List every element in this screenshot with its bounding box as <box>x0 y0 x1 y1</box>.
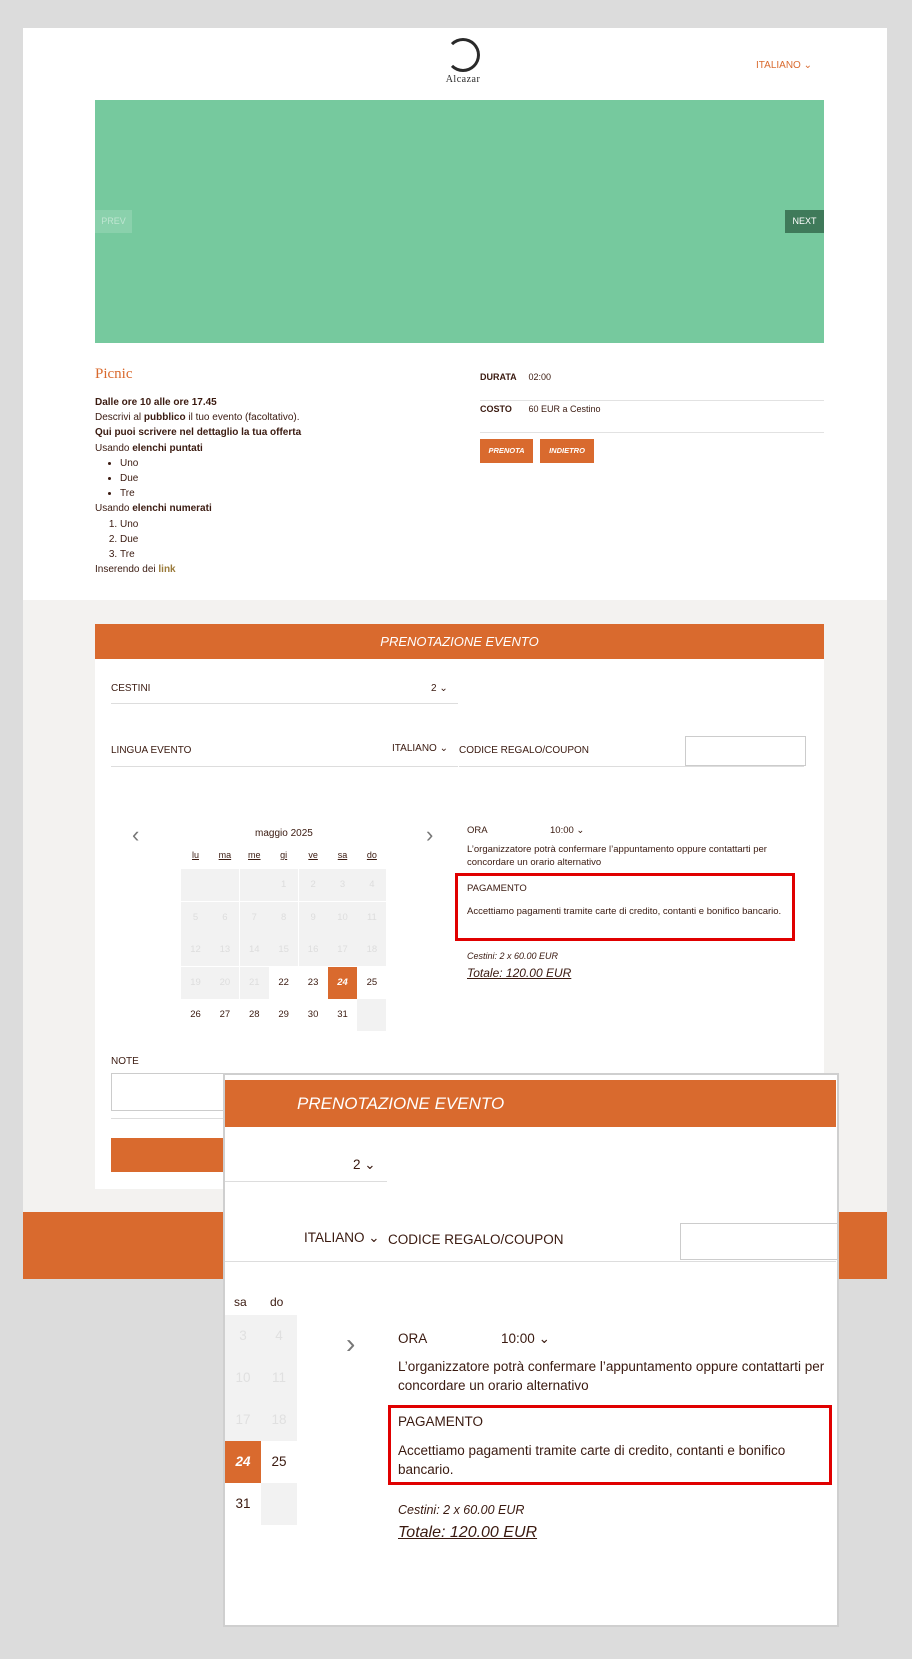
weekday-label: me <box>248 850 261 860</box>
list-item: • Due <box>120 471 301 486</box>
note-label: NOTE <box>111 1056 139 1067</box>
calendar-day[interactable]: 31 <box>337 1009 348 1021</box>
divider <box>111 703 458 704</box>
image-slider <box>95 100 824 343</box>
bullets-intro: Usando <box>95 442 133 454</box>
desc-bold: pubblico <box>143 412 186 424</box>
time-value: 10:00 <box>550 825 574 836</box>
calendar-day-disabled: 18 <box>357 934 386 966</box>
brand-logo[interactable] <box>438 38 488 85</box>
calendar-day-disabled: 2 <box>299 869 328 901</box>
calendar-day[interactable]: 29 <box>278 1009 289 1021</box>
divider <box>111 766 458 767</box>
calendar-day-disabled: 4 <box>357 869 386 901</box>
chevron-down-icon: ⌄ <box>439 743 448 754</box>
coupon-label: CODICE REGALO/COUPON <box>459 745 590 756</box>
zoom-calendar-day-disabled: 11 <box>261 1357 297 1399</box>
divider <box>111 1118 231 1119</box>
zoom-payment-label: PAGAMENTO <box>398 1414 484 1429</box>
zoom-total-amount: Totale: 120.00 EUR <box>398 1524 538 1541</box>
duration-row <box>480 370 824 401</box>
weekday-label: gi <box>280 850 288 860</box>
event-language-label: LINGUA EVENTO <box>111 745 192 756</box>
zoom-calendar-day[interactable]: 25 <box>271 1454 287 1469</box>
logo-ring-icon <box>446 38 480 72</box>
calendar-empty-cell <box>210 869 239 901</box>
zoom-time-value: 10:00 <box>501 1331 535 1346</box>
offer-line: Qui puoi scrivere nel dettaglio la tua offerta <box>95 427 302 439</box>
zoom-booking-title: PRENOTAZIONE EVENTO <box>225 1080 836 1127</box>
zoom-payment-text: Accettiamo pagamenti tramite carte di credito, contanti e bonifico bancario. <box>398 1443 786 1477</box>
duration-value: 02:00 <box>528 372 552 382</box>
calendar-day-disabled: 20 <box>210 967 239 999</box>
calendar-day[interactable]: 22 <box>278 976 289 988</box>
zoom-calendar-day-disabled: 18 <box>261 1399 297 1441</box>
zoom-baskets-value: 2 <box>353 1157 361 1172</box>
calendar-day-disabled: 5 <box>181 902 210 934</box>
weekday-label: lu <box>191 850 199 860</box>
cost-label: COSTO <box>480 404 512 414</box>
calendar-day-disabled: 1 <box>269 869 298 901</box>
chevron-down-icon: ⌄ <box>364 1157 376 1172</box>
calendar-empty-cell <box>357 999 386 1031</box>
description-link[interactable]: link <box>158 564 176 576</box>
calendar-day[interactable]: 28 <box>249 1009 260 1021</box>
calendar-empty-cell <box>181 869 210 901</box>
zoom-calendar-day-disabled: 17 <box>225 1399 261 1441</box>
duration-label: DURATA <box>480 372 517 382</box>
chevron-down-icon: ⌄ <box>538 1331 550 1346</box>
divider <box>459 766 804 767</box>
calendar-day-disabled: 3 <box>328 869 357 901</box>
cost-value: 60 EUR a Cestino <box>528 404 601 414</box>
calendar-day[interactable]: 25 <box>366 976 378 988</box>
numbered-list <box>95 517 301 563</box>
calendar-day-disabled: 10 <box>328 902 357 934</box>
zoom-calendar-day-disabled: 10 <box>225 1357 261 1399</box>
calendar-day-disabled: 7 <box>240 902 269 934</box>
time-label: ORA <box>467 825 488 836</box>
calendar-day-disabled: 19 <box>181 967 210 999</box>
weekday-label: do <box>366 850 377 860</box>
zoom-calendar-day-disabled: 3 <box>225 1315 261 1357</box>
event-language-select[interactable] <box>392 743 448 754</box>
zoom-time-label: ORA <box>398 1331 428 1346</box>
calendar-day-disabled: 14 <box>240 934 269 966</box>
calendar-day-disabled: 15 <box>269 934 298 966</box>
back-button[interactable]: INDIETRO <box>540 439 594 463</box>
link-intro: Inserendo dei <box>95 564 159 576</box>
calendar-day-selected[interactable]: 24 <box>328 967 357 999</box>
note-input[interactable] <box>111 1073 231 1111</box>
numbers-bold: elenchi numerati <box>132 503 212 515</box>
zoom-next-month-icon[interactable]: › <box>346 1328 356 1359</box>
time-note: L’organizzatore potrà confermare l’appuntamento oppure contattarti per concordare un orario alternativo <box>467 844 767 868</box>
chevron-down-icon: ⌄ <box>439 683 448 694</box>
chevron-down-icon: ⌄ <box>576 825 585 836</box>
prev-button[interactable]: PREV <box>95 210 132 233</box>
list-item: 1. Uno <box>120 517 301 532</box>
desc-text: Descrivi al <box>95 412 144 424</box>
baskets-value: 2 <box>431 683 437 694</box>
cost-row <box>480 402 824 433</box>
calendar-day[interactable]: 27 <box>219 1009 231 1021</box>
divider <box>225 1261 836 1262</box>
language-selector[interactable] <box>756 60 812 71</box>
calendar-day-disabled: 16 <box>299 934 328 966</box>
list-item: 3. Tre <box>120 547 301 562</box>
zoom-panel <box>223 1073 839 1627</box>
calendar-day[interactable]: 23 <box>307 976 319 988</box>
zoom-baskets-select[interactable] <box>353 1157 376 1173</box>
prev-month-icon[interactable]: ‹ <box>132 822 140 847</box>
bullet-list <box>95 456 301 502</box>
submit-button[interactable] <box>111 1138 231 1172</box>
zoom-time-note: L’organizzatore potrà confermare l’appuntamento oppure contattarti per concordare un orario alternativo <box>398 1359 825 1393</box>
baskets-select[interactable] <box>431 683 448 694</box>
zoom-language-value: ITALIANO <box>304 1230 365 1245</box>
zoom-weekday-label: sa <box>234 1295 247 1309</box>
zoom-coupon-label: CODICE REGALO/COUPON <box>388 1232 564 1247</box>
zoom-language-select[interactable] <box>304 1230 380 1246</box>
zoom-calendar-day[interactable]: 31 <box>235 1496 251 1511</box>
numbers-intro: Usando <box>95 503 133 515</box>
coupon-input[interactable] <box>685 736 806 766</box>
next-button[interactable]: NEXT <box>785 210 824 233</box>
list-item: 2. Due <box>120 532 301 547</box>
calendar-month: maggio 2025 <box>255 828 313 839</box>
calendar-day-disabled: 13 <box>210 934 239 966</box>
calendar-day[interactable]: 26 <box>190 1009 201 1021</box>
payment-label: PAGAMENTO <box>467 883 527 894</box>
list-item: • Tre <box>120 486 301 501</box>
calendar-day-disabled: 21 <box>240 967 269 999</box>
calendar-day-disabled: 8 <box>269 902 298 934</box>
calendar-day-disabled: 17 <box>328 934 357 966</box>
weekday-label: ve <box>308 850 318 860</box>
total-amount: Totale: 120.00 EUR <box>467 966 572 980</box>
calendar-empty-cell <box>240 869 269 901</box>
calendar-day-disabled: 12 <box>181 934 210 966</box>
chevron-down-icon: ⌄ <box>368 1230 380 1245</box>
zoom-time-select[interactable] <box>501 1331 550 1347</box>
calendar-day-disabled: 6 <box>210 902 239 934</box>
list-item: • Uno <box>120 456 301 471</box>
calendar-day-disabled: 11 <box>357 902 386 934</box>
book-button[interactable]: PRENOTA <box>480 439 533 463</box>
booking-title: PRENOTAZIONE EVENTO <box>95 624 824 659</box>
logo-text: Alcazar <box>445 74 481 85</box>
next-month-icon[interactable]: › <box>426 822 434 847</box>
zoom-calendar-day-selected[interactable]: 24 <box>225 1441 261 1483</box>
divider <box>225 1181 387 1182</box>
event-language-value: ITALIANO <box>392 743 437 754</box>
weekday-label: ma <box>218 850 232 860</box>
zoom-calendar-empty-cell <box>261 1483 297 1525</box>
line-item: Cestini: 2 x 60.00 EUR <box>467 951 559 961</box>
time-line: Dalle ore 10 alle ore 17.45 <box>95 397 217 408</box>
time-select[interactable] <box>550 824 584 837</box>
zoom-calendar-day-disabled: 4 <box>261 1315 297 1357</box>
bullets-bold: elenchi puntati <box>132 442 203 454</box>
calendar-day[interactable]: 30 <box>307 1009 319 1021</box>
calendar-day-disabled: 9 <box>299 902 328 934</box>
payment-text: Accettiamo pagamenti tramite carte di credito, contanti e bonifico bancario. <box>467 906 782 917</box>
language-label: ITALIANO <box>756 60 801 71</box>
baskets-label: CESTINI <box>111 683 151 694</box>
event-description <box>95 395 301 577</box>
zoom-line-item: Cestini: 2 x 60.00 EUR <box>398 1503 525 1517</box>
zoom-coupon-input[interactable] <box>680 1223 839 1260</box>
event-title: Picnic <box>95 366 133 382</box>
chevron-down-icon: ⌄ <box>803 60 812 71</box>
desc-text-end: il tuo evento (facoltativo). <box>185 412 300 424</box>
zoom-weekday-label: do <box>270 1295 284 1309</box>
weekday-label: sa <box>337 850 348 860</box>
